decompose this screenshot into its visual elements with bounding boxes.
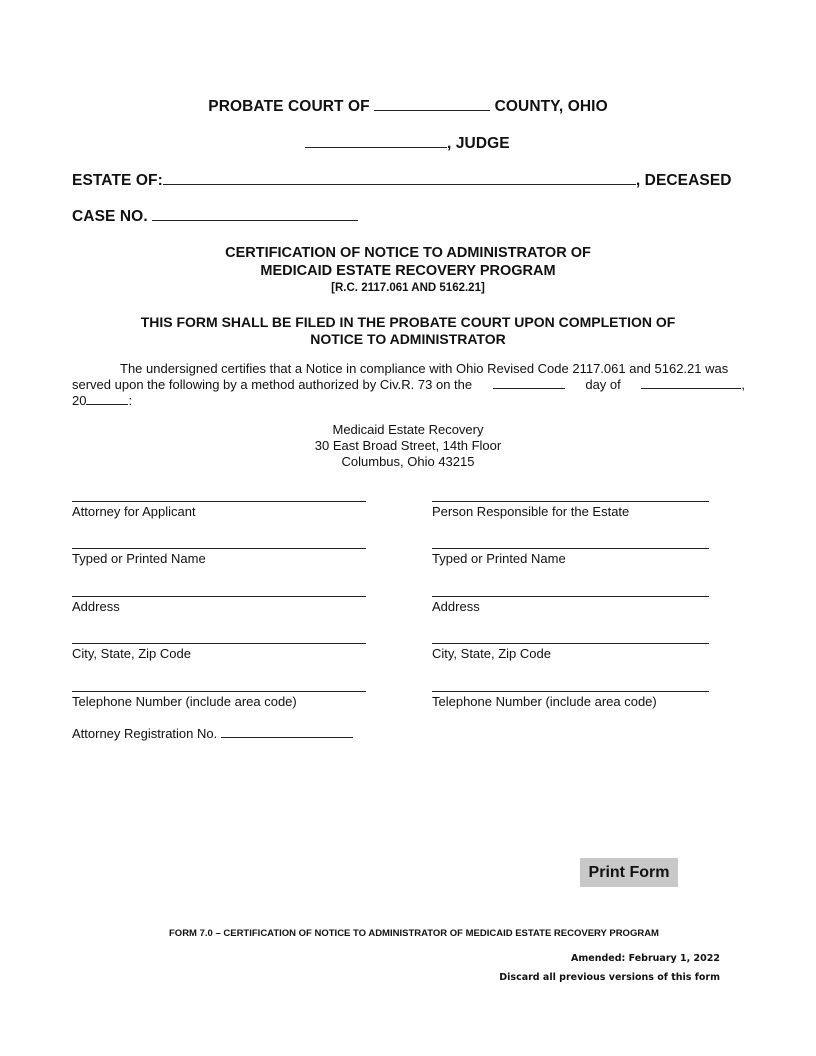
attorney-phone-line[interactable] (72, 691, 366, 692)
discard-notice: Discard all previous versions of this form (499, 972, 720, 983)
attorney-city-line[interactable] (72, 643, 366, 644)
estate-blank[interactable] (163, 171, 636, 185)
case-prefix: CASE NO. (72, 208, 148, 225)
responsible-address-label: Address (432, 599, 480, 614)
responsible-city-label: City, State, Zip Code (432, 646, 551, 661)
year-suffix: : (128, 393, 133, 408)
judge-suffix: , JUDGE (447, 135, 510, 152)
recipient-street: 30 East Broad Street, 14th Floor (314, 438, 502, 453)
attorney-registration-label: Attorney Registration No. (72, 726, 218, 741)
attorney-address-line[interactable] (72, 596, 366, 597)
responsible-city-line[interactable] (432, 643, 709, 644)
attorney-registration (72, 726, 353, 741)
certify-line2: served upon the following by a method authorized by Civ.R. 73 on the day of , (72, 377, 745, 392)
responsible-phone-line[interactable] (432, 691, 709, 692)
attorney-registration-blank[interactable] (221, 726, 353, 738)
attorney-phone-label: Telephone Number (include area code) (72, 694, 297, 709)
instruction-line2: NOTICE TO ADMINISTRATOR (310, 331, 506, 347)
estate-line (72, 171, 732, 190)
statute-reference: [R.C. 2117.061 AND 5162.21] (331, 282, 485, 294)
responsible-name-label: Typed or Printed Name (432, 551, 566, 566)
responsible-label: Person Responsible for the Estate (432, 504, 630, 519)
recipient-name: Medicaid Estate Recovery (332, 422, 484, 437)
attorney-city-label: City, State, Zip Code (72, 646, 191, 661)
responsible-phone-label: Telephone Number (include area code) (432, 694, 657, 709)
certify-line2-text-b: day of (585, 377, 621, 392)
certify-line3 (72, 393, 132, 408)
judge-blank[interactable] (305, 134, 447, 148)
certify-line2-text-a: served upon the following by a method authorized by Civ.R. 73 on the (72, 377, 473, 392)
case-number-blank[interactable] (152, 207, 358, 221)
judge-line (305, 134, 510, 153)
attorney-signature-line[interactable] (72, 501, 366, 502)
form-title-line2: MEDICAID ESTATE RECOVERY PROGRAM (260, 263, 556, 279)
service-year-blank[interactable] (86, 393, 128, 405)
print-form-button[interactable]: Print Form (580, 858, 678, 887)
service-month-blank[interactable] (641, 377, 741, 389)
county-blank[interactable] (374, 97, 490, 111)
recipient-city: Columbus, Ohio 43215 (341, 454, 475, 469)
case-line (72, 207, 358, 226)
certify-line1: The undersigned certifies that a Notice in compliance with Ohio Revised Code 2117.061 and 5162.21 was (120, 361, 729, 376)
attorney-label: Attorney for Applicant (72, 504, 196, 519)
year-prefix: 20 (72, 393, 87, 408)
responsible-signature-line[interactable] (432, 501, 709, 502)
amended-date: Amended: February 1, 2022 (571, 953, 720, 964)
court-suffix: COUNTY, OHIO (494, 98, 608, 115)
court-prefix: PROBATE COURT OF (208, 98, 370, 115)
estate-prefix: ESTATE OF: (72, 172, 163, 189)
form-title-line1: CERTIFICATION OF NOTICE TO ADMINISTRATOR OF (225, 245, 591, 261)
attorney-name-label: Typed or Printed Name (72, 551, 206, 566)
estate-suffix: , DECEASED (635, 172, 732, 189)
responsible-name-line[interactable] (432, 548, 709, 549)
service-date-day-blank[interactable] (493, 377, 565, 389)
attorney-name-line[interactable] (72, 548, 366, 549)
instruction-line1: THIS FORM SHALL BE FILED IN THE PROBATE COURT UPON COMPLETION OF (140, 314, 676, 330)
court-heading (0, 97, 816, 116)
form-footer-title: FORM 7.0 – CERTIFICATION OF NOTICE TO ADMINISTRATOR OF MEDICAID ESTATE RECOVERY PROGRAM (169, 928, 659, 939)
attorney-address-label: Address (72, 599, 120, 614)
responsible-address-line[interactable] (432, 596, 709, 597)
